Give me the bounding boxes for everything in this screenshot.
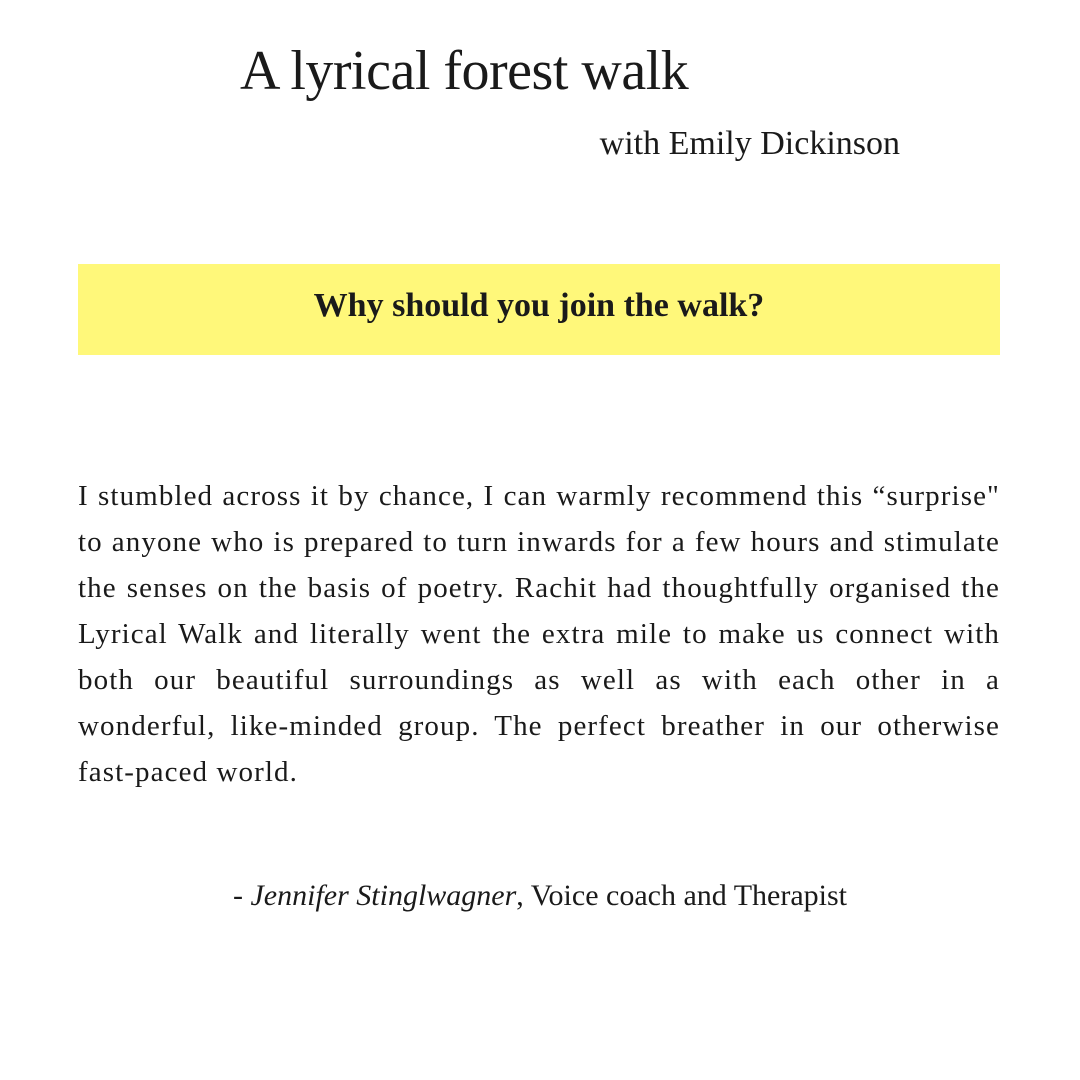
page-subtitle: with Emily Dickinson — [599, 125, 900, 162]
testimonial-attribution — [0, 878, 1080, 914]
attribution-dash: - — [232, 879, 251, 912]
section-heading: Why should you join the walk? — [313, 286, 765, 324]
section-banner — [78, 264, 1000, 355]
page-title: A lyrical forest walk — [240, 40, 689, 102]
testimonial-quote: I stumbled across it by chance, I can warmly recommend this “surprise" to anyone who is prepared to turn inwards for a few hours and stimulate the senses on the basis of poetry. Rachit had thoughtfully organised the Lyrical Walk and literally went the extra mile to make us connect with both our beautiful surroundings as well as with each other in a wonderful, like-minded group. The perfect breather in our otherwise fast-paced world. — [78, 480, 1000, 788]
author-name: Jennifer Stinglwagner — [250, 879, 517, 912]
author-role: , Voice coach and Therapist — [516, 879, 848, 912]
